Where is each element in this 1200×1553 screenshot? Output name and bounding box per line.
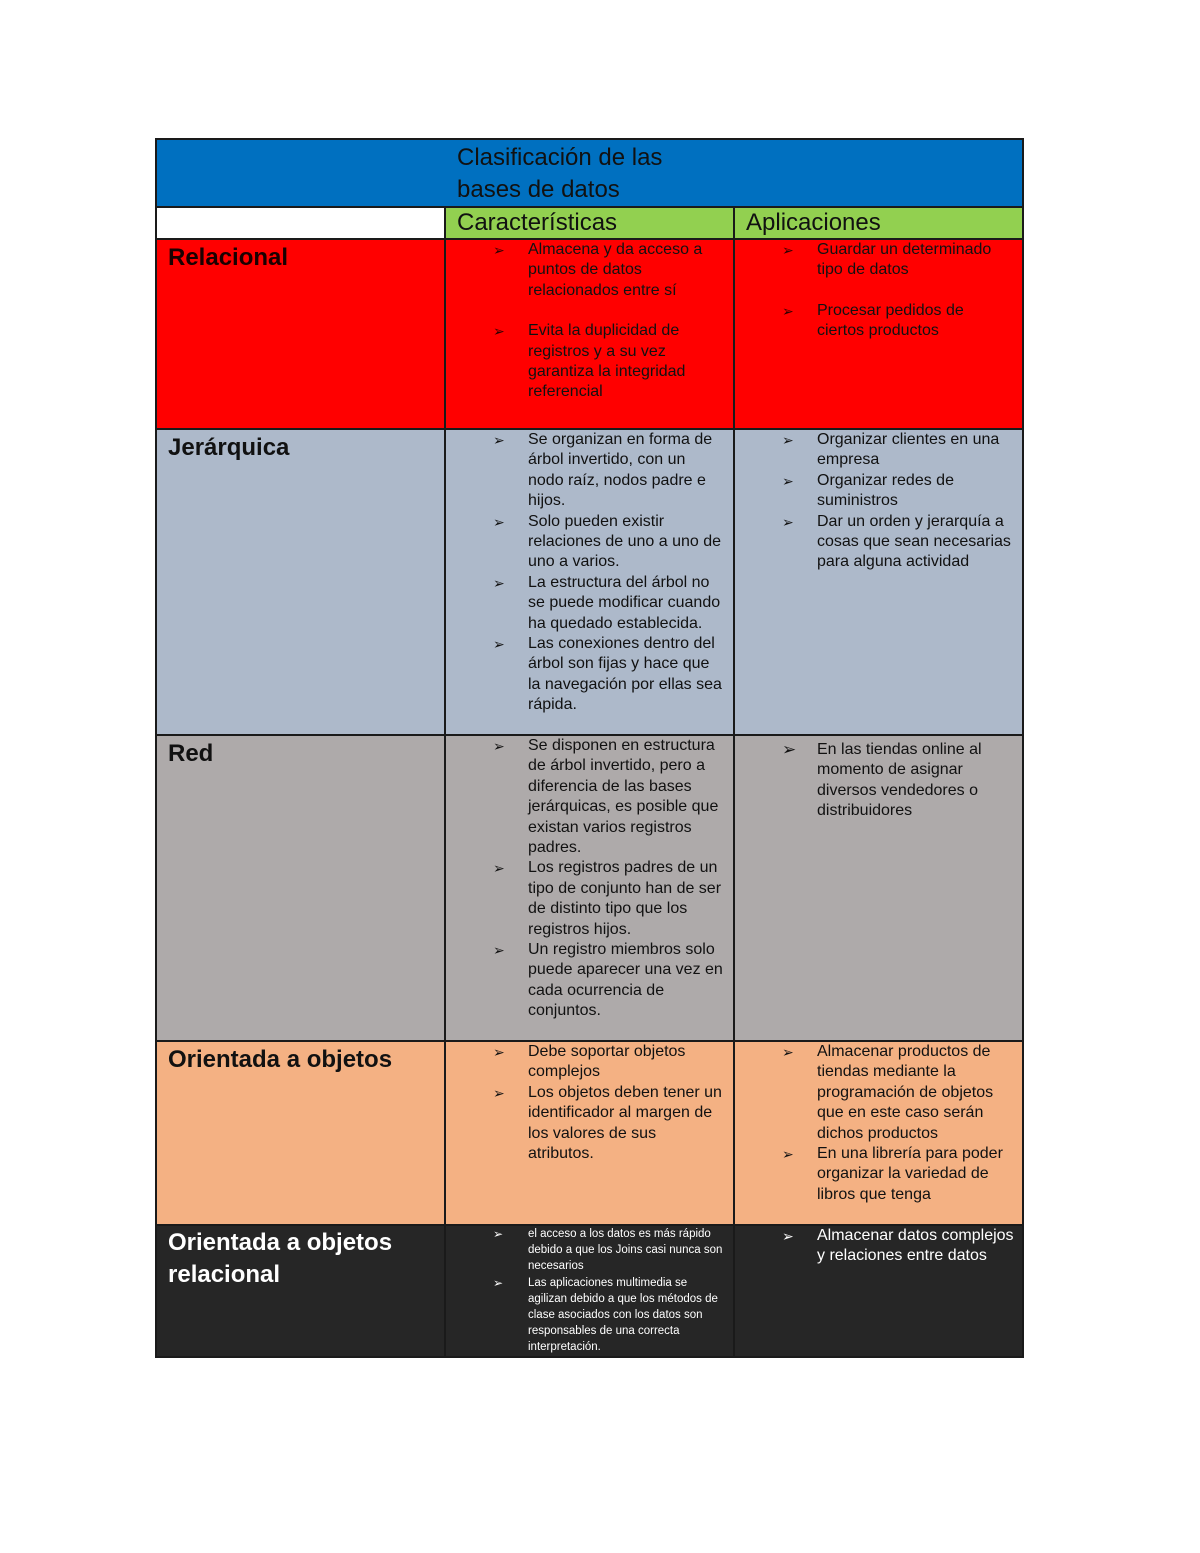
list-item — [735, 471, 1014, 512]
list-item — [735, 430, 1014, 471]
list-item — [446, 634, 725, 716]
item-text: Se disponen en estructura de árbol invertido, pero a diferencia de las bases jerárquicas, es posible que existan varios registros padres. — [528, 737, 719, 857]
caracteristicas-cell — [445, 1041, 734, 1225]
category-cell — [156, 1225, 445, 1357]
category-name: Jerárquica — [168, 434, 290, 461]
arrow-bullet-icon: ➢ — [782, 432, 794, 448]
arrow-bullet-icon: ➢ — [782, 242, 794, 258]
row-red — [156, 735, 1023, 1041]
header-caracteristicas: Características — [457, 209, 618, 236]
list-item — [446, 573, 725, 634]
header-caracteristicas-cell — [445, 207, 734, 239]
arrow-bullet-icon: ➢ — [493, 513, 505, 530]
row-jerarquica — [156, 429, 1023, 735]
list-item — [735, 1144, 1014, 1205]
item-text: Solo pueden existir relaciones de uno a uno de uno a varios. — [528, 512, 722, 571]
row-relacional — [156, 239, 1023, 429]
list-item — [446, 1042, 725, 1083]
header-row — [156, 207, 1023, 239]
arrow-bullet-icon: ➢ — [493, 242, 505, 258]
arrow-bullet-icon: ➢ — [493, 432, 505, 448]
item-text: Un registro miembros solo puede aparecer una vez en cada ocurrencia de conjuntos. — [528, 941, 723, 1020]
list-item — [735, 740, 1014, 822]
category-cell — [156, 239, 445, 429]
aplicaciones-list — [735, 740, 1022, 822]
header-aplicaciones: Aplicaciones — [746, 209, 881, 236]
category-name: Relacional — [168, 244, 289, 271]
item-text: Dar un orden y jerarquía a cosas que sean necesarias para alguna actividad — [817, 512, 1011, 571]
caracteristicas-list — [446, 1042, 733, 1164]
arrow-bullet-icon: ➢ — [493, 1275, 504, 1290]
header-blank-cell — [156, 207, 445, 239]
list-item — [735, 1226, 1014, 1267]
item-text: el acceso a los datos es más rápido debido a que los Joins casi nunca son necesarios — [528, 1228, 723, 1273]
item-text: En una librería para poder organizar la variedad de libros que tenga — [817, 1145, 1003, 1203]
item-text: Guardar un determinado tipo de datos — [817, 241, 992, 279]
list-item — [735, 1042, 1014, 1144]
aplicaciones-cell — [734, 239, 1023, 429]
arrow-bullet-icon: ➢ — [782, 740, 797, 759]
header-aplicaciones-cell — [734, 207, 1023, 239]
item-text: La estructura del árbol no se puede modificar cuando ha quedado establecida. — [528, 573, 721, 632]
aplicaciones-list — [735, 240, 1022, 342]
category-name: Red — [168, 740, 214, 767]
arrow-bullet-icon: ➢ — [782, 472, 794, 489]
row-orientada-objetos — [156, 1041, 1023, 1225]
category-name: Orientada a objetos relacional — [168, 1229, 393, 1288]
aplicaciones-list — [735, 1226, 1022, 1267]
arrow-bullet-icon: ➢ — [782, 1044, 794, 1060]
list-item — [735, 240, 1014, 281]
caracteristicas-list — [446, 240, 733, 403]
aplicaciones-list — [735, 430, 1022, 573]
aplicaciones-cell — [734, 1041, 1023, 1225]
category-cell — [156, 735, 445, 1041]
list-item — [446, 940, 725, 1022]
category-cell — [156, 1041, 445, 1225]
category-cell — [156, 429, 445, 735]
arrow-bullet-icon: ➢ — [493, 1227, 504, 1241]
caracteristicas-cell — [445, 735, 734, 1041]
item-text: Las conexiones dentro del árbol son fijas y hace que la navegación por ellas sea rápida. — [528, 635, 722, 714]
caracteristicas-cell — [445, 239, 734, 429]
list-item — [446, 1275, 725, 1356]
item-text: Almacenar datos complejos y relaciones entre datos — [817, 1227, 1014, 1265]
arrow-bullet-icon: ➢ — [493, 1084, 505, 1101]
arrow-bullet-icon: ➢ — [493, 1044, 505, 1060]
list-item — [446, 512, 725, 573]
item-text: Se organizan en forma de árbol invertido, con un nodo raíz, nodos padre e hijos. — [528, 431, 713, 510]
list-item — [446, 1226, 725, 1275]
aplicaciones-cell — [734, 1225, 1023, 1357]
arrow-bullet-icon: ➢ — [493, 942, 505, 959]
table-title: Clasificación de las bases de datos — [457, 144, 663, 203]
item-text: Evita la duplicidad de registros y a su vez garantiza la integridad referencial — [528, 322, 686, 401]
list-item — [446, 736, 725, 858]
row-orientada-objetos-relacional — [156, 1225, 1023, 1357]
caracteristicas-list — [446, 1226, 733, 1356]
item-text: Los objetos deben tener un identificador al margen de los valores de sus atributos. — [528, 1083, 722, 1163]
aplicaciones-list — [735, 1042, 1022, 1205]
item-text: Procesar pedidos de ciertos productos — [817, 301, 964, 340]
arrow-bullet-icon: ➢ — [493, 574, 505, 591]
arrow-bullet-icon: ➢ — [493, 323, 505, 340]
list-item — [446, 321, 725, 403]
list-item — [446, 240, 725, 301]
caracteristicas-cell — [445, 1225, 734, 1357]
arrow-bullet-icon: ➢ — [493, 860, 505, 877]
title-row — [156, 139, 1023, 207]
caracteristicas-list — [446, 736, 733, 1022]
item-text: Almacena y da acceso a puntos de datos relacionados entre sí — [528, 241, 703, 299]
arrow-bullet-icon: ➢ — [782, 302, 794, 319]
list-item — [735, 301, 1014, 342]
classification-table — [155, 138, 1024, 1358]
arrow-bullet-icon: ➢ — [782, 513, 794, 530]
list-item — [446, 858, 725, 940]
item-text: Debe soportar objetos complejos — [528, 1043, 686, 1081]
item-text: Organizar clientes en una empresa — [817, 431, 1000, 469]
arrow-bullet-icon: ➢ — [493, 636, 505, 653]
list-item — [446, 1083, 725, 1165]
aplicaciones-cell — [734, 429, 1023, 735]
arrow-bullet-icon: ➢ — [493, 738, 505, 754]
arrow-bullet-icon: ➢ — [782, 1228, 794, 1244]
item-text: Organizar redes de suministros — [817, 471, 954, 510]
arrow-bullet-icon: ➢ — [782, 1146, 794, 1163]
aplicaciones-cell — [734, 735, 1023, 1041]
item-text: Los registros padres de un tipo de conjunto han de ser de distinto tipo que los registros hijos. — [528, 859, 722, 938]
list-item — [735, 512, 1014, 573]
list-item — [446, 430, 725, 512]
caracteristicas-list — [446, 430, 733, 716]
item-text: En las tiendas online al momento de asignar diversos vendedores o distribuidores — [817, 741, 982, 820]
item-text: Las aplicaciones multimedia se agilizan debido a que los métodos de clase asociados con los datos son responsables de una correcta interpretación. — [528, 1276, 718, 1354]
caracteristicas-cell — [445, 429, 734, 735]
category-name: Orientada a objetos — [168, 1046, 393, 1073]
item-text: Almacenar productos de tiendas mediante la programación de objetos que en este caso serán dichos productos — [817, 1043, 994, 1142]
title-cell — [156, 139, 1023, 207]
